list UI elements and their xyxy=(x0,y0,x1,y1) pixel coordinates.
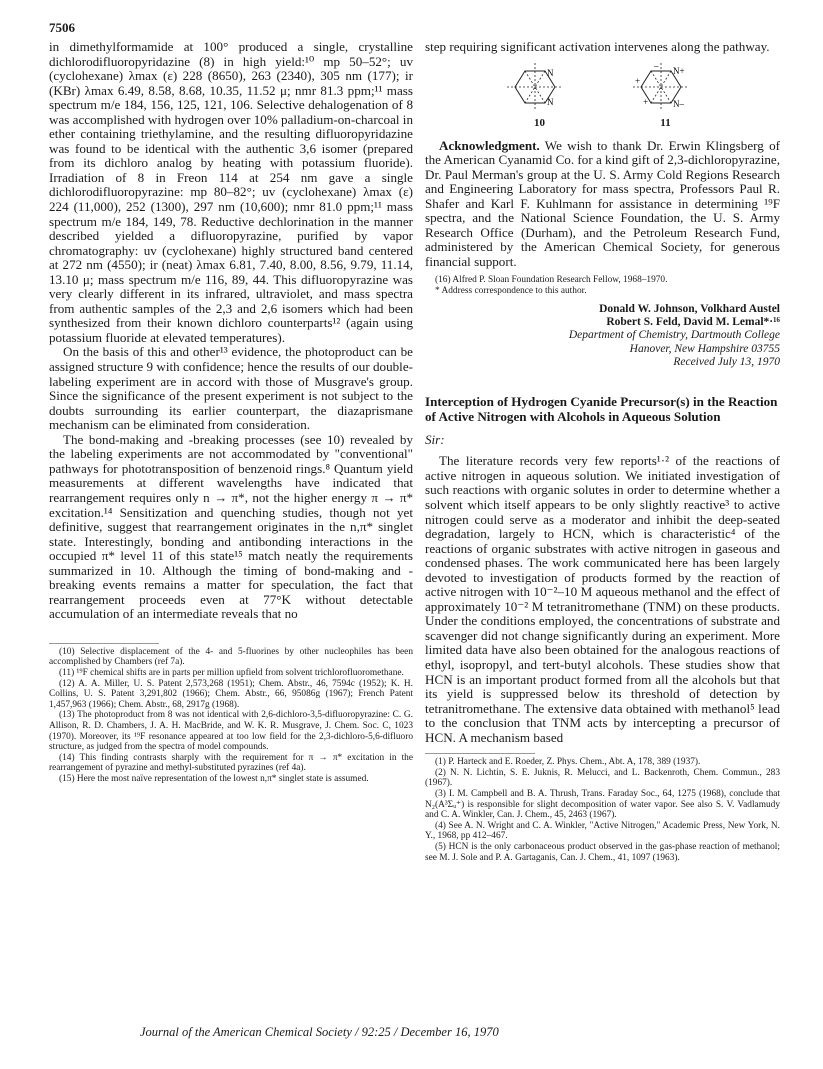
structure-11-atom-1: N+ xyxy=(672,65,685,76)
structure-figures xyxy=(425,61,780,131)
left-paragraph-1: in dimethylformamide at 100° produced a single, crystalline dichlorodifluoropyridazine (8) in high yield:¹⁰ mp 50–52°; uv (cyclohexane) λmax (ε) 228 (8650), 263 (2340), 305 nm (177); ir (KBr) λmax 6.49, 8.58, 8.68, 10.35, 11.52 μ; nmr 81.3 ppm;¹¹ mass spectrum m/e 184, 156, 125, 121, 106. Selective dehalogenation of 8 was accomplished with hydrogen over 10% palladium-on-charcoal in ether containing triethylamine, and the resulting difluoropyridazine was found to be identical with the authentic 3,6 isomer (prepared from its dichloro analog by heating with potassium fluoride). Irradiation of 8 in Freon 114 at 254 nm gave a single dichlorodifluoropyrazine: mp 80–82°; uv (cyclohexane) λmax (ε) 224 (11,000), 252 (1300), 297 nm (10,600); nmr 81.0 ppm;¹¹ mass spectrum m/e 184, 149, 78. Reductive dechlorination in the manner described yielded a difluoropyrazine, purified by vapor chromatography: uv (cyclohexane) highly structured band centered at 272 nm (4550); ir (neat) λmax 6.81, 7.40, 8.00, 8.56, 9.79, 11.14, 13.10 μ; mass spectrum m/e 116, 89, 44. This difluoropyrazine was very clearly different in its infrared, ultraviolet, and mass spectra from authentic samples of the 2,3 and 2,6 isomers which had been synthesized from their known dichloro counterparts¹² (again using potassium fluoride at elevated temperatures). xyxy=(49,39,413,345)
correspondence-note: * Address correspondence to this author. xyxy=(435,286,587,297)
structure-11-charge-1: + xyxy=(634,75,640,86)
structure-11-atom-2: N– xyxy=(672,98,684,109)
left-paragraph-3: The bond-making and -breaking processes (see 10) revealed by the labeling experiments are not accommodated by "conventional" pathways for phototransposition of benzenoid rings.⁸ Quantum yield measurements at different wavelengths have indicated that rearrangement requires only n → π*, not the higher energy π → π* excitation.¹⁴ Sensitization and quenching studies, though not yet definitive, suggest that rearrangement originates in the n,π* singlet state. Interestingly, bonding and antibonding interactions in the occupied π* level 11 of this state¹⁵ match neatly the requirements summarized in 10. Although the timing of bond-making and -breaking events remains a matter for speculation, the fact that rearrangement proceeds even at 77°K without detectable accumulation of an intermediate reveals that no xyxy=(49,431,413,622)
authors-line-1: Donald W. Johnson, Volkhard Austel xyxy=(599,302,780,315)
footnote-14: (14) This finding contrasts sharply with the requirement for π → π* excitation in the rearrangement of pyrazine and methyl-substituted pyrazines (ref 4a). xyxy=(49,752,413,774)
acknowledgment xyxy=(425,139,780,270)
footnote-2: (2) N. N. Lichtin, S. E. Juknis, R. Melucci, and L. Backenroth, Chem. Commun., 283 (1967). xyxy=(425,767,780,789)
footnote-12: (12) A. A. Miller, U. S. Patent 2,573,268 (1951); Chem. Abstr., 46, 7594c (1952); K. H. Collins, U. S. Patent 3,291,802 (1966); Chem. Abstr., 66, 95086g (1967); French Patent 1,457,963 (1966); Chem. Abstr., 68, 2917g (1968). xyxy=(49,678,413,710)
structure-11-charge-3: + xyxy=(642,96,648,107)
footnote-16: (16) Alfred P. Sloan Foundation Research Fellow, 1968–1970. xyxy=(435,275,668,286)
left-body xyxy=(49,40,413,622)
left-footnotes xyxy=(49,647,413,785)
structure-10-drawing xyxy=(505,61,575,115)
footnote-10: (10) Selective displacement of the 4- and 5-fluorines by other nucleophiles has been accomplished by Chambers (ref 7a). xyxy=(49,646,413,668)
right-footnotes xyxy=(425,757,780,863)
article-body: The literature records very few reports¹·² of the reactions of active nitrogen in aqueous solution. We initiated investigation of such reactions with organic solutes in order to determine whether a solvent which itself appears to be only slightly reactive³ to active nitrogen could serve as a moderator and inhibit the deep-seated degradation, largely to HCN, which is characteristic⁴ of the reactions of organic substrates with active nitrogen in gaseous and condensed phases. The work communicated here has been largely devoted to investigation of products formed by the reaction of active nitrogen with 10⁻²–10 M aqueous methanol and the effect of approximately 10⁻² M tetranitromethane (TNM) on these products. Under the conditions employed, the concentrations of substrate and scavenger did not change significantly during an experiment. More limited data have also been obtained for the analogous reactions of ethyl, isopropyl, and tert-butyl alcohols. These studies show that HCN is an important product formed from all the alcohols but that its yield is suppressed below its threshold of detection by tetranitromethane. The extensive data obtained with methanol⁵ lead to the conclusion that TNM acts by intercepting a precursor of HCN. A mechanism based xyxy=(425,453,780,745)
structure-10-label: 10 xyxy=(534,116,545,129)
footnote-3: (3) I. M. Campbell and B. A. Thrush, Trans. Faraday Soc., 64, 1275 (1968), conclude that N₂(A³Σᵤ⁺) is responsible for slight decomposition of water vapor. See also S. V. Vadlamudy and C. A. Winkler, Can. J. Chem., 45, 2463 (1967). xyxy=(425,789,780,821)
affiliation-department: Department of Chemistry, Dartmouth College xyxy=(568,329,780,342)
acknowledgment-heading: Acknowledgment. xyxy=(439,137,540,153)
left-paragraph-2: On the basis of this and other¹³ evidence, the photoproduct can be assigned structure 9 with confidence; hence the results of our double-labeling experiment are in accord with those of Musgrave's group. Since the significance of the present experiment is not subject to the doubts surrounding its earlier counterpart, the diazaprismane mechanism can be eliminated from consideration. xyxy=(49,344,413,433)
salutation: Sir: xyxy=(425,432,445,448)
footnote-11: (11) ¹⁹F chemical shifts are in parts per million upfield from solvent trichlorofluoromethane. xyxy=(59,668,404,679)
structure-10-atom-2: N xyxy=(546,96,553,107)
structure-10 xyxy=(505,61,575,131)
article-title: Interception of Hydrogen Cyanide Precursor(s) in the Reaction of Active Nitrogen with Alcohols in Aqueous Solution xyxy=(425,394,778,424)
structure-11-label: 11 xyxy=(660,116,671,129)
page-number: 7506 xyxy=(49,20,75,35)
left-column xyxy=(49,40,413,785)
received-date: Received July 13, 1970 xyxy=(673,355,780,368)
acknowledgment-text: We wish to thank Dr. Erwin Klingsberg of the American Cyanamid Co. for a kind gift of 2,3-dichloropyrazine, Dr. Paul Merman's group at the U. S. Army Cold Regions Research and Engineering Laboratory for mass spectra, Professors Paul R. Shafer and Karl F. Kuhlmann for assistance in determining ¹⁹F spectra, and the National Science Foundation, the U. S. Army Research Office (Durham), and the Petroleum Research Fund, administered by the American Chemical Society, for generous financial support. xyxy=(425,137,780,269)
affiliation-place: Hanover, New Hampshire 03755 xyxy=(629,342,780,355)
structure-11-drawing xyxy=(631,61,701,115)
structure-10-atom-1: N xyxy=(546,67,553,78)
journal-footer: Journal of the American Chemical Society / 92:25 / December 16, 1970 xyxy=(140,1025,499,1039)
authors-line-2: Robert S. Feld, David M. Lemal*·¹⁶ xyxy=(606,315,780,328)
right-column xyxy=(425,40,780,863)
footnote-1: (1) P. Harteck and E. Roeder, Z. Phys. Chem., Abt. A, 178, 389 (1937). xyxy=(435,757,701,768)
footnote-5: (5) HCN is the only carbonaceous product observed in the gas-phase reaction of methanol; see M. J. Sole and P. A. Gartaganis, Can. J. Chem., 41, 1097 (1963). xyxy=(425,842,780,863)
structure-11 xyxy=(631,61,701,131)
footnote-13: (13) The photoproduct from 8 was not identical with 2,6-dichloro-3,5-difluoropyrazine: C. G. Allison, R. D. Chambers, J. A. H. MacBride, and W. K. R. Musgrave, J. Chem. Soc. C, 1023 (1970). Moreover, its ¹⁹F resonance appeared at too low field for the 2,3-dichloro-5,6-difluoro structure, as judged from the spectra of model compounds. xyxy=(49,710,413,753)
right-intro: step requiring significant activation intervenes along the pathway. xyxy=(425,39,770,54)
structure-11-charge-2: – xyxy=(653,60,658,71)
footnote-15: (15) Here the most naïve representation of the lowest n,π* singlet state is assumed. xyxy=(59,774,369,784)
footnote-4: (4) See A. N. Wright and C. A. Winkler, "Active Nitrogen," Academic Press, New York, N. Y., 1968, pp 412–467. xyxy=(425,820,780,842)
